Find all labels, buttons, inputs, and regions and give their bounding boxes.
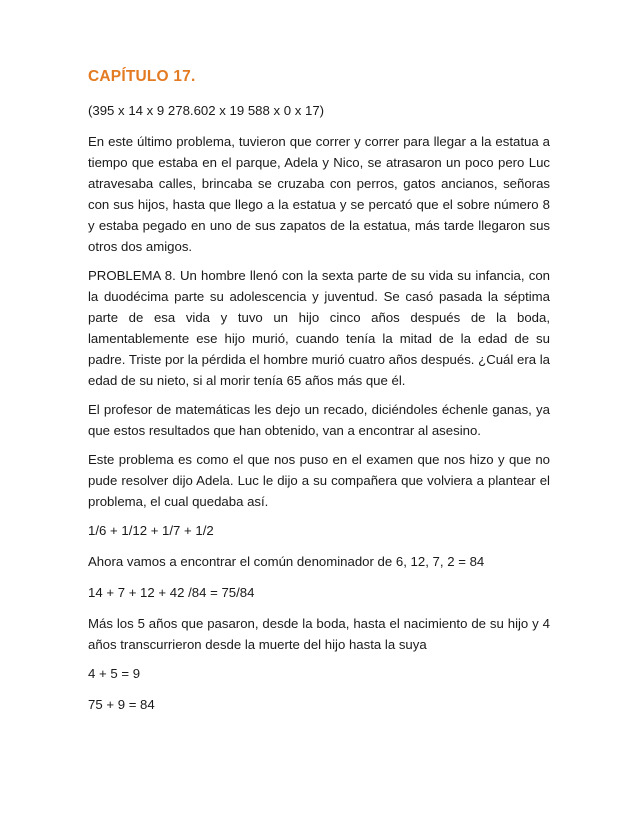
equation-total: 75 + 9 = 84 bbox=[88, 697, 155, 712]
years-explanation: Más los 5 años que pasaron, desde la boda, hasta el nacimiento de su hijo y 4 años transcurrieron desde la muerte del hijo hasta la suya bbox=[88, 616, 550, 652]
equation-fractions: 1/6 + 1/12 + 1/7 + 1/2 bbox=[88, 523, 214, 538]
problem-statement: PROBLEMA 8. Un hombre llenó con la sexta parte de su vida su infancia, con la duodécima parte su adolescencia y juventud. Se casó pasada la séptima parte de esa vida y tuvo un hijo cinco años después de la boda, lamentablemente ese hijo murió, cuando tenía la mitad de la edad de su padre. Triste por la pérdida el hombre murió cuatro años después. ¿Cuál era la edad de su nieto, si al morir tenía 65 años más que él. bbox=[88, 268, 550, 388]
teacher-message: El profesor de matemáticas les dejo un recado, diciéndoles échenle ganas, ya que estos resultados que han obtenido, van a encontrar al asesino. bbox=[88, 402, 550, 438]
common-denominator-line: Ahora vamos a encontrar el común denominador de 6, 12, 7, 2 = 84 bbox=[88, 554, 485, 569]
equation-sum: 14 + 7 + 12 + 42 /84 = 75/84 bbox=[88, 585, 255, 600]
document-page bbox=[88, 66, 550, 725]
chapter-title: CAPÍTULO 17. bbox=[88, 68, 196, 85]
story-paragraph: En este último problema, tuvieron que correr y correr para llegar a la estatua a tiempo que estaba en el parque, Adela y Nico, se atrasaron un poco pero Luc atravesaba calles, brincaba se cruzaba con perros, gatos ancianos, señoras con sus hijos, hasta que llego a la estatua y se percató que el sobre número 8 y estaba pegado en uno de sus zapatos de la estatua, más tarde llegaron sus otros dos amigos. bbox=[88, 134, 550, 254]
adela-paragraph: Este problema es como el que nos puso en el examen que nos hizo y que no pude resolver dijo Adela. Luc le dijo a su compañera que volviera a plantear el problema, el cual quedaba así. bbox=[88, 452, 550, 509]
number-sequence: (395 x 14 x 9 278.602 x 19 588 x 0 x 17) bbox=[88, 103, 325, 118]
equation-years: 4 + 5 = 9 bbox=[88, 666, 141, 681]
